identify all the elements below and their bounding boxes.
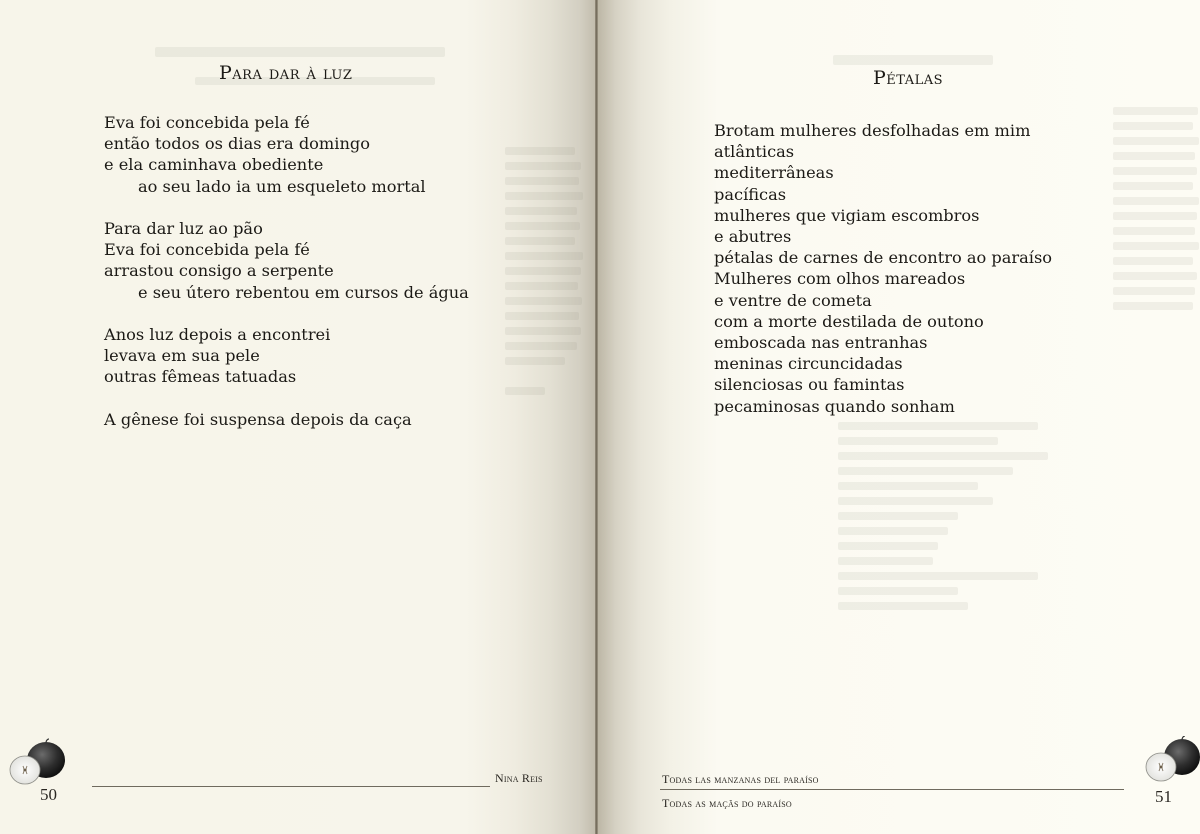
poem-line: Brotam mulheres desfolhadas em mim	[714, 121, 1031, 140]
poem-line: Anos luz depois a encontrei	[104, 325, 331, 344]
poem-line: e abutres	[714, 227, 792, 247]
poem-title-left: Para dar à luz	[219, 62, 353, 84]
poem-title-right: Pétalas	[873, 67, 944, 89]
poem-line: Eva foi concebida pela fé	[104, 113, 310, 132]
poem-body-left	[104, 112, 469, 430]
apple-icon	[1140, 736, 1200, 786]
right-page	[598, 0, 1200, 834]
poem-line: Eva foi concebida pela fé	[104, 240, 310, 260]
poem-line: silenciosas ou famintas	[714, 375, 905, 395]
poem-line: outras fêmeas tatuadas	[104, 367, 297, 387]
poem-line: levava em sua pele	[104, 346, 260, 366]
poem-line: A gênese foi suspensa depois da caça	[104, 409, 412, 429]
running-head-spanish-title: Todas las manzanas del paraíso	[662, 772, 819, 786]
show-through-right-lower	[838, 415, 1178, 616]
poem-line: pecaminosas quando sonham	[714, 396, 955, 416]
poem-line: e seu útero rebentou em cursos de água	[138, 282, 469, 302]
poem-line: arrastou consigo a serpente	[104, 261, 334, 281]
stanza-break	[104, 388, 469, 409]
poem-line: mulheres que vigiam escombros	[714, 205, 980, 225]
left-page	[0, 0, 598, 834]
poem-line: ao seu lado ia um esqueleto mortal	[138, 176, 426, 196]
poem-line: meninas circuncidadas	[714, 354, 903, 374]
footer-rule-right	[660, 789, 1124, 790]
poem-line: Mulheres com olhos mareados	[714, 269, 966, 289]
poem-line: com a morte destilada de outono	[714, 311, 984, 331]
poem-line: e ventre de cometa	[714, 290, 872, 310]
stanza-break	[104, 303, 469, 324]
poem-line: mediterrâneas	[714, 163, 834, 183]
poem-line: Para dar luz ao pão	[104, 219, 263, 238]
poem-body-right	[714, 120, 1052, 417]
book-gutter	[595, 0, 598, 834]
page-number-left: 50	[40, 785, 57, 804]
show-through-right	[1113, 100, 1200, 316]
poem-line: pacíficas	[714, 184, 787, 204]
poem-line: pétalas de carnes de encontro ao paraíso	[714, 248, 1053, 268]
poem-line: então todos os dias era domingo	[104, 134, 370, 154]
poem-line: atlânticas	[714, 142, 795, 162]
running-head-portuguese-title: Todas as maçãs do paraíso	[662, 796, 792, 810]
show-through-left	[505, 140, 585, 401]
running-head-author: Nina Reis	[495, 771, 543, 785]
stanza-break	[104, 197, 469, 218]
poem-line: emboscada nas entranhas	[714, 333, 928, 353]
page-number-right: 51	[1155, 787, 1172, 806]
apple-icon	[6, 738, 66, 788]
poem-line: e ela caminhava obediente	[104, 155, 324, 175]
footer-rule-left	[92, 786, 490, 787]
